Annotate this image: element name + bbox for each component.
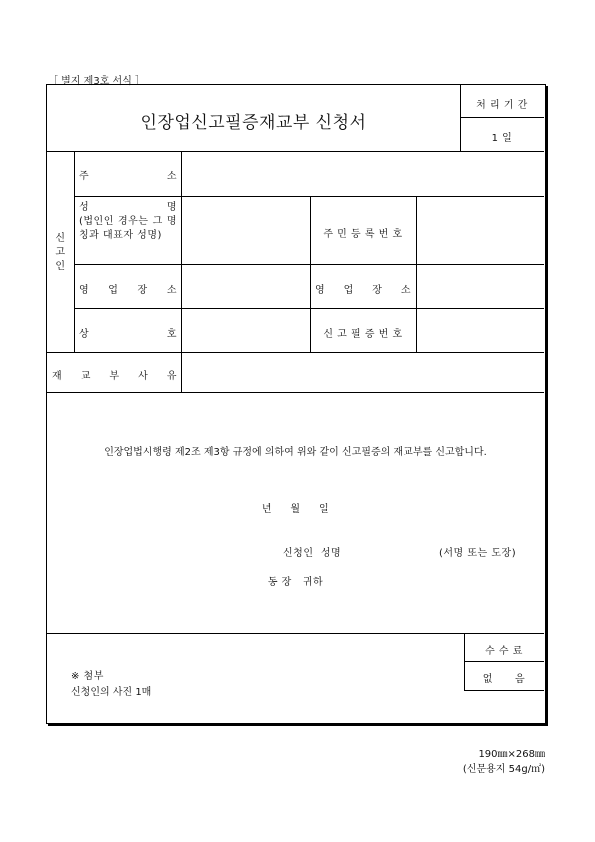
addressee: 동 장 귀하: [267, 577, 324, 588]
name-value[interactable]: [182, 197, 309, 264]
business-place-label-right: 영 업 장 소: [315, 285, 411, 296]
divider: [74, 151, 75, 352]
attachment-item: 신청인의 사진 1매: [71, 687, 152, 698]
paper-size: 190㎜×268㎜: [478, 749, 545, 760]
paper-spec: (신문용지 54g/㎡): [462, 764, 545, 775]
reissue-reason-value[interactable]: [182, 353, 543, 392]
divider: [464, 661, 544, 662]
fee-value: 없 음: [482, 674, 526, 685]
divider: [47, 392, 544, 393]
name-label: [79, 201, 177, 243]
date-line: 년 월 일: [261, 504, 330, 515]
processing-period-value: 1 일: [491, 133, 513, 144]
declaration-text: 인장업법시행령 제2조 제3항 규정에 의하여 위와 같이 신고필증의 재교부를 신고합니다.: [104, 447, 487, 458]
business-place-value[interactable]: [182, 265, 309, 308]
application-form: [46, 84, 546, 724]
trade-name-label: 상 호: [79, 329, 177, 340]
registration-number-value[interactable]: [417, 309, 543, 352]
applicant-label-char: 신: [55, 233, 66, 244]
divider: [460, 117, 544, 118]
form-number-label: ［ 별지 제3호 서식 ］: [48, 76, 146, 87]
fee-label: 수 수 료: [485, 646, 523, 657]
processing-period-label: 처 리 기 간: [476, 100, 528, 111]
business-place-value-right[interactable]: [417, 265, 543, 308]
divider: [464, 690, 544, 691]
name-label-detail: (법인인 경우는 그 명칭과 대표자 성명): [79, 216, 177, 241]
registration-number-label: 신 고 필 증 번 호: [323, 329, 403, 340]
address-value[interactable]: [182, 152, 543, 196]
form-title: 인장업신고필증재교부 신청서: [140, 113, 367, 133]
applicant-label-char: 고: [55, 247, 66, 258]
applicant-label-char: 인: [55, 261, 66, 272]
attachment-title: ※ 첨부: [71, 671, 104, 682]
signature-label: 신청인 성명: [283, 548, 342, 559]
address-label: 주 소: [79, 171, 177, 182]
applicant-side-label: [47, 232, 74, 274]
resident-id-value[interactable]: [417, 197, 543, 264]
trade-name-value[interactable]: [182, 309, 309, 352]
business-place-label: 영 업 장 소: [79, 285, 177, 296]
signature-note: (서명 또는 도장): [439, 548, 517, 559]
divider: [47, 633, 544, 634]
resident-id-label: 주 민 등 록 번 호: [323, 229, 403, 240]
name-label-top: 성 명: [79, 202, 177, 213]
reissue-reason-label: 재 교 부 사 유: [52, 371, 177, 382]
